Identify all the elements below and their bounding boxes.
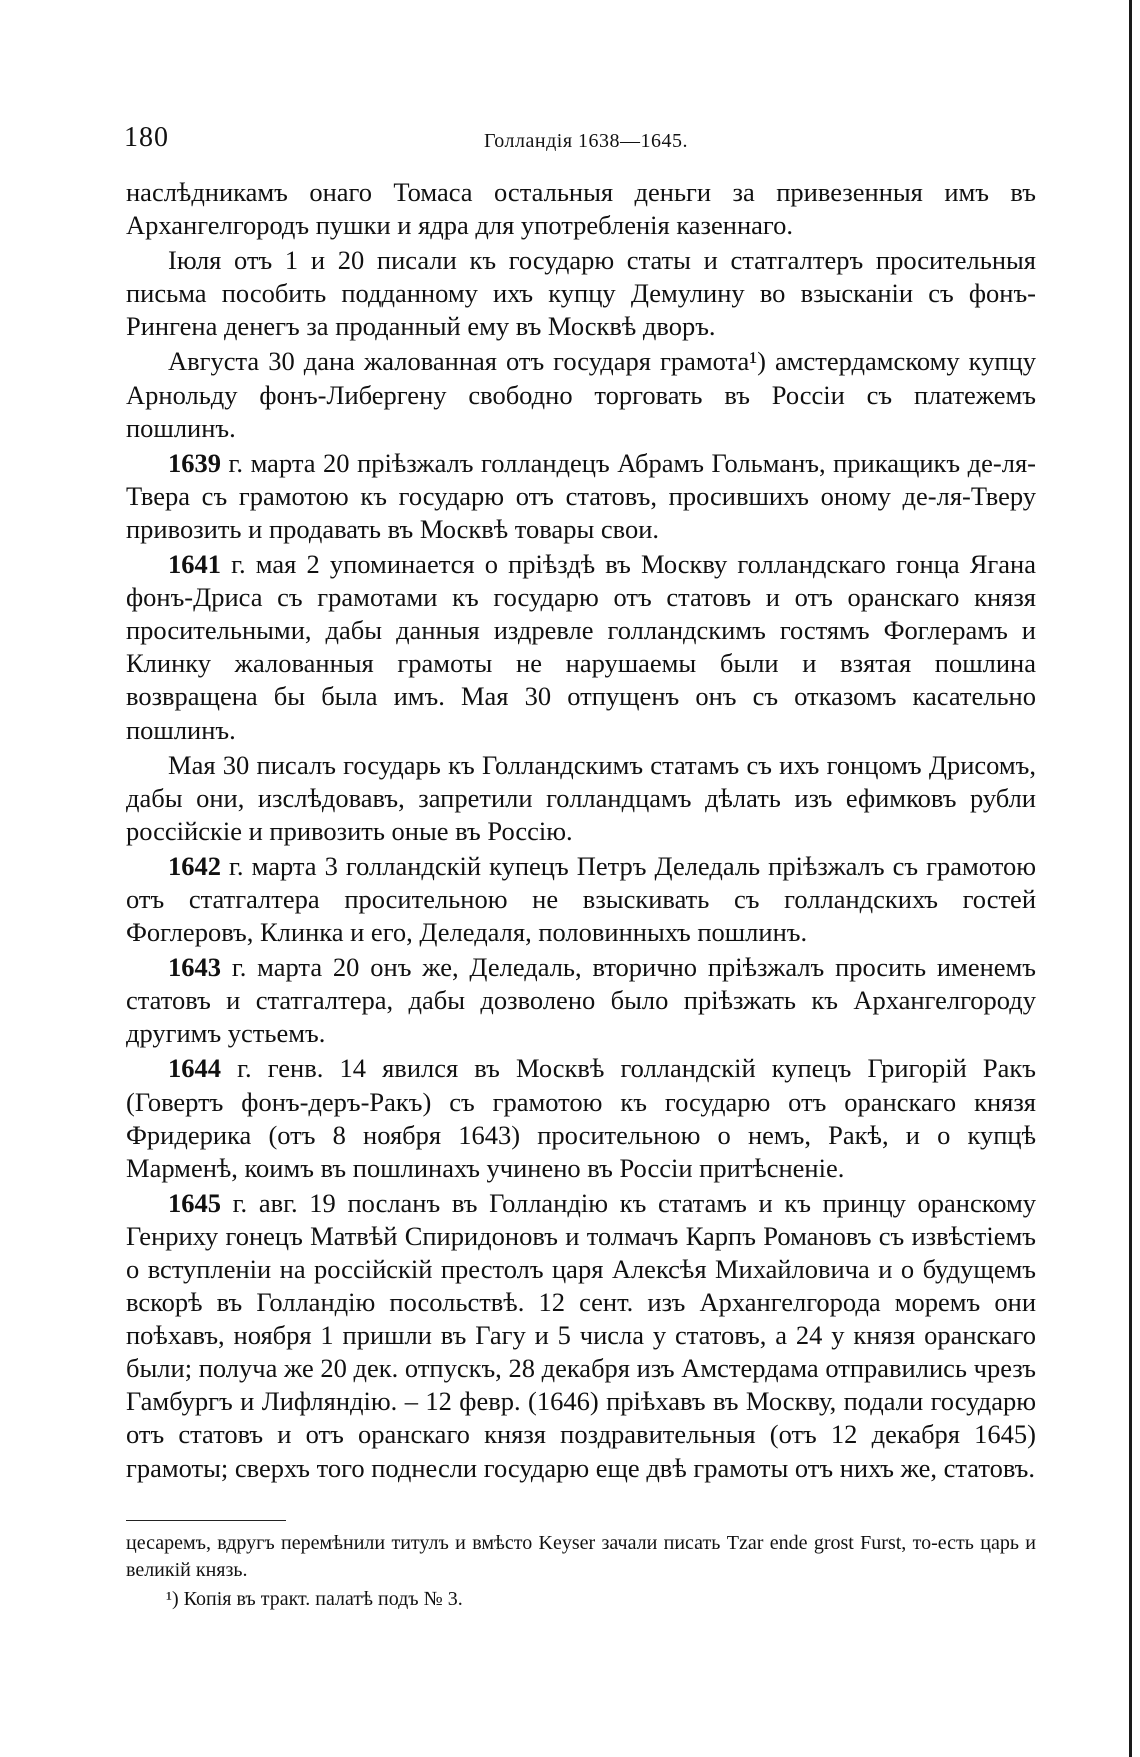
year-1642: 1642 — [168, 850, 221, 881]
paragraph: 1642 г. марта 3 голландскій купецъ Петръ Деледаль пріѣзжалъ съ грамотою отъ статгалтера просительною не взыскивать съ голландскихъ гостей Фоглеровъ, Клинка и его, Деледаля, половинныхъ пошлинъ. — [126, 850, 1036, 948]
paragraph: Іюля отъ 1 и 20 писали къ государю статы и статгалтеръ просительныя письма пособить подданному ихъ купцу Демулину во взысканіи съ фонъ-Рингена денегъ за проданный ему въ Москвѣ дворъ. — [126, 245, 1036, 342]
year-1643: 1643 — [168, 952, 221, 983]
paragraph: 1645 г. авг. 19 посланъ въ Голландію къ статамъ и къ принцу оранскому Генриху гонецъ Матвѣй Спиридоновъ и толмачъ Карпъ Романовъ съ извѣстіемъ о вступленіи на россійскій престолъ царя Алексѣя Михайловича и о будущемъ вскорѣ въ Голландію посольствѣ. 12 сент. изъ Архангелгорода моремъ они поѣхавъ, ноября 1 пришли въ Гагу и 5 числа у статовъ, а 24 у князя оранскаго были; получа же 20 дек. отпускъ, 28 декабря изъ Амстердама отправились чрезъ Гамбургъ и Лифляндію. – 12 февр. (1646) пріѣхавъ въ Москву, подали государю отъ статовъ и отъ оранскаго князя поздравительныя (отъ 12 декабря 1645) грамоты; сверхъ того поднесли государю еще двѣ грамоты отъ нихъ же, статовъ. — [126, 1187, 1036, 1483]
year-1644: 1644 — [168, 1053, 221, 1084]
year-1645: 1645 — [168, 1187, 221, 1218]
footnote-1: ¹) Копія въ тракт. палатѣ подъ № 3. — [166, 1588, 463, 1610]
year-1641: 1641 — [168, 549, 221, 580]
year-1639: 1639 — [168, 447, 221, 478]
running-title: Голландія 1638—1645. — [484, 130, 689, 152]
page-edge-bar — [1129, 0, 1132, 1757]
footnote-divider — [126, 1520, 286, 1521]
page-number: 180 — [124, 122, 169, 153]
paragraph: Августа 30 дана жалованная отъ государя грамота¹) амстердамскому купцу Арнольду фонъ-Либергену свободно торговать въ Россіи съ платежемъ пошлинъ. — [126, 346, 1036, 443]
paragraph: 1644 г. генв. 14 явился въ Москвѣ голландскій купецъ Григорій Ракъ (Говертъ фонъ-деръ-Ракъ) съ грамотою къ государю отъ оранскаго князя Фридерика (отъ 8 ноября 1643) просительною о немъ, Ракѣ, и о купцѣ Марменѣ, коимъ въ пошлинахъ учинено въ Россіи притѣсненіе. — [126, 1053, 1036, 1183]
footnote-continuation: цесаремъ, вдругъ перемѣнили титулъ и вмѣсто Keyser зачали писать Tzar ende grost Furst, то-есть царь и великій князь. — [126, 1532, 1036, 1581]
paragraph: 1643 г. марта 20 онъ же, Деледаль, вторично пріѣзжалъ просить именемъ статовъ и статгалтера, дабы дозволено было пріѣзжать къ Архангелгороду другимъ устьемъ. — [126, 952, 1036, 1049]
paragraph: Мая 30 писалъ государь къ Голландскимъ статамъ съ ихъ гонцомъ Дрисомъ, дабы они, изслѣдовавъ, запретили голландцамъ дѣлать изъ ефимковъ рубли россійскіе и привозить оные въ Россію. — [126, 749, 1036, 846]
footnotes — [126, 1530, 1036, 1613]
body-text — [126, 176, 1036, 1485]
paragraph: наслѣдникамъ онаго Томаса остальныя деньги за привезенныя имъ въ Архангелгородъ пушки и ядра для употребленія казеннаго. — [126, 177, 1036, 241]
paragraph: 1639 г. марта 20 пріѣзжалъ голландецъ Абрамъ Гольманъ, прикащикъ де-ля-Твера съ грамотою къ государю отъ статовъ, просившихъ оному де-ля-Тверу привозить и продавать въ Москвѣ товары свои. — [126, 447, 1036, 544]
paragraph: 1641 г. мая 2 упоминается о пріѣздѣ въ Москву голландскаго гонца Ягана фонъ-Дриса съ грамотами къ государю отъ статовъ и отъ оранскаго князя просительными, дабы данныя издревле голландскимъ гостямъ Фоглерамъ и Клинку жалованныя грамоты не нарушаемы были и взятая пошлина возвращена бы была имъ. Мая 30 отпущенъ онъ съ отказомъ касательно пошлинъ. — [126, 549, 1036, 745]
